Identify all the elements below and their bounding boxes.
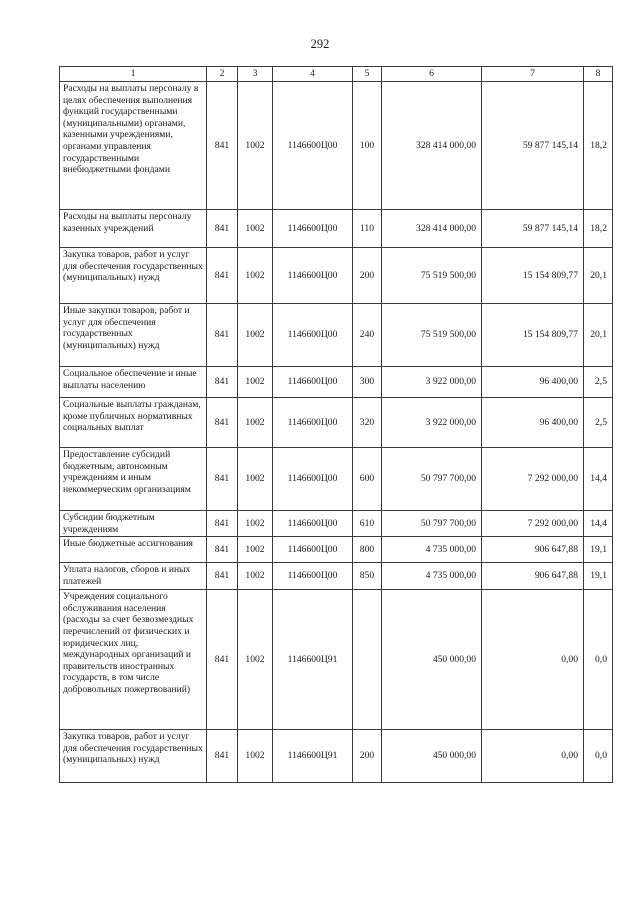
code-cell: 841: [207, 590, 238, 730]
code-cell: 841: [207, 537, 238, 563]
code-cell: 841: [207, 210, 238, 248]
header-row: [60, 67, 613, 82]
code-cell: 200: [353, 248, 382, 304]
expense-name: Субсидии бюджетным учреждениям: [60, 511, 207, 537]
code-cell: 841: [207, 248, 238, 304]
amount-cell: 50 797 700,00: [382, 448, 482, 511]
code-cell: 841: [207, 448, 238, 511]
amount-cell: 450 000,00: [382, 590, 482, 730]
code-cell: 841: [207, 304, 238, 367]
amount-cell: 3 922 000,00: [382, 398, 482, 448]
expense-name: Иные закупки товаров, работ и услуг для обеспечения государственных (муниципальных) нужд: [60, 304, 207, 367]
expense-name: Уплата налогов, сборов и иных платежей: [60, 563, 207, 590]
col-header: 3: [238, 67, 273, 82]
code-cell: 841: [207, 367, 238, 398]
percent-cell: 14,4: [584, 448, 613, 511]
table-row: [60, 730, 613, 783]
code-cell: 1002: [238, 398, 273, 448]
table-row: [60, 304, 613, 367]
table-row: [60, 511, 613, 537]
table-row: [60, 367, 613, 398]
code-cell: 1002: [238, 730, 273, 783]
code-cell: 320: [353, 398, 382, 448]
page-number: 292: [310, 37, 330, 51]
code-cell: 1146600Ц00: [273, 398, 353, 448]
amount-cell: 50 797 700,00: [382, 511, 482, 537]
percent-cell: 2,5: [584, 398, 613, 448]
code-cell: 600: [353, 448, 382, 511]
code-cell: 800: [353, 537, 382, 563]
code-cell: 841: [207, 82, 238, 210]
expense-name: Расходы на выплаты персоналу казенных учреждений: [60, 210, 207, 248]
col-header: 7: [482, 67, 584, 82]
code-cell: 100: [353, 82, 382, 210]
amount-cell: 0,00: [482, 590, 584, 730]
code-cell: 1146600Ц00: [273, 304, 353, 367]
amount-cell: 328 414 000,00: [382, 82, 482, 210]
table-row: [60, 563, 613, 590]
amount-cell: 59 877 145,14: [482, 82, 584, 210]
percent-cell: 2,5: [584, 367, 613, 398]
amount-cell: 96 400,00: [482, 367, 584, 398]
code-cell: 841: [207, 398, 238, 448]
percent-cell: 20,1: [584, 304, 613, 367]
percent-cell: 20,1: [584, 248, 613, 304]
amount-cell: 450 000,00: [382, 730, 482, 783]
percent-cell: 18,2: [584, 210, 613, 248]
code-cell: 1146600Ц00: [273, 511, 353, 537]
table-row: [60, 537, 613, 563]
code-cell: 1146600Ц00: [273, 82, 353, 210]
amount-cell: 15 154 809,77: [482, 248, 584, 304]
expense-name: Предоставление субсидий бюджетным, автономным учреждениям и иным некоммерческим организациям: [60, 448, 207, 511]
expense-name: Учреждения социального обслуживания населения (расходы за счет безвозмездных перечислений от физических и юридических лиц, международных организаций и правительств иностранных государств, в том числе добровольных пожертвований): [60, 590, 207, 730]
expense-name: Закупка товаров, работ и услуг для обеспечения государственных (муниципальных) нужд: [60, 248, 207, 304]
code-cell: 850: [353, 563, 382, 590]
code-cell: 1002: [238, 82, 273, 210]
amount-cell: 4 735 000,00: [382, 563, 482, 590]
amount-cell: 7 292 000,00: [482, 448, 584, 511]
code-cell: 1146600Ц00: [273, 210, 353, 248]
amount-cell: 328 414 000,00: [382, 210, 482, 248]
code-cell: 1002: [238, 448, 273, 511]
code-cell: 1002: [238, 537, 273, 563]
code-cell: 240: [353, 304, 382, 367]
amount-cell: 4 735 000,00: [382, 537, 482, 563]
expense-name: Социальное обеспечение и иные выплаты населению: [60, 367, 207, 398]
col-header: 4: [273, 67, 353, 82]
table-row: [60, 590, 613, 730]
amount-cell: 906 647,88: [482, 563, 584, 590]
code-cell: 1146600Ц91: [273, 730, 353, 783]
code-cell: 610: [353, 511, 382, 537]
code-cell: 1002: [238, 563, 273, 590]
expense-name: Социальные выплаты гражданам, кроме публичных нормативных социальных выплат: [60, 398, 207, 448]
code-cell: 1146600Ц00: [273, 367, 353, 398]
col-header: 5: [353, 67, 382, 82]
percent-cell: 19,1: [584, 563, 613, 590]
col-header: 8: [584, 67, 613, 82]
code-cell: 841: [207, 563, 238, 590]
code-cell: 1146600Ц00: [273, 248, 353, 304]
table-row: [60, 210, 613, 248]
amount-cell: 906 647,88: [482, 537, 584, 563]
table-row: [60, 448, 613, 511]
percent-cell: 0,0: [584, 730, 613, 783]
code-cell: 1002: [238, 367, 273, 398]
amount-cell: 0,00: [482, 730, 584, 783]
code-cell: 1002: [238, 511, 273, 537]
code-cell: 1002: [238, 590, 273, 730]
code-cell: 1002: [238, 304, 273, 367]
code-cell: 300: [353, 367, 382, 398]
expense-name: Закупка товаров, работ и услуг для обеспечения государственных (муниципальных) нужд: [60, 730, 207, 783]
percent-cell: 19,1: [584, 537, 613, 563]
code-cell: [353, 590, 382, 730]
code-cell: 1146600Ц00: [273, 563, 353, 590]
percent-cell: 0,0: [584, 590, 613, 730]
table-row: [60, 82, 613, 210]
code-cell: 1146600Ц91: [273, 590, 353, 730]
code-cell: 110: [353, 210, 382, 248]
col-header: 2: [207, 67, 238, 82]
percent-cell: 14,4: [584, 511, 613, 537]
code-cell: 1146600Ц00: [273, 448, 353, 511]
budget-table: [59, 66, 613, 783]
amount-cell: 7 292 000,00: [482, 511, 584, 537]
amount-cell: 59 877 145,14: [482, 210, 584, 248]
expense-name: Расходы на выплаты персоналу в целях обеспечения выполнения функций государственными (муниципальными) органами, казенными учреждениями, органами управления государственными внебюджетными фондами: [60, 82, 207, 210]
amount-cell: 75 519 500,00: [382, 248, 482, 304]
col-header: 6: [382, 67, 482, 82]
amount-cell: 96 400,00: [482, 398, 584, 448]
amount-cell: 75 519 500,00: [382, 304, 482, 367]
code-cell: 1002: [238, 248, 273, 304]
code-cell: 1146600Ц00: [273, 537, 353, 563]
table-row: [60, 248, 613, 304]
amount-cell: 15 154 809,77: [482, 304, 584, 367]
amount-cell: 3 922 000,00: [382, 367, 482, 398]
code-cell: 841: [207, 511, 238, 537]
code-cell: 1002: [238, 210, 273, 248]
col-header: 1: [60, 67, 207, 82]
code-cell: 200: [353, 730, 382, 783]
code-cell: 841: [207, 730, 238, 783]
table-row: [60, 398, 613, 448]
percent-cell: 18,2: [584, 82, 613, 210]
expense-name: Иные бюджетные ассигнования: [60, 537, 207, 563]
